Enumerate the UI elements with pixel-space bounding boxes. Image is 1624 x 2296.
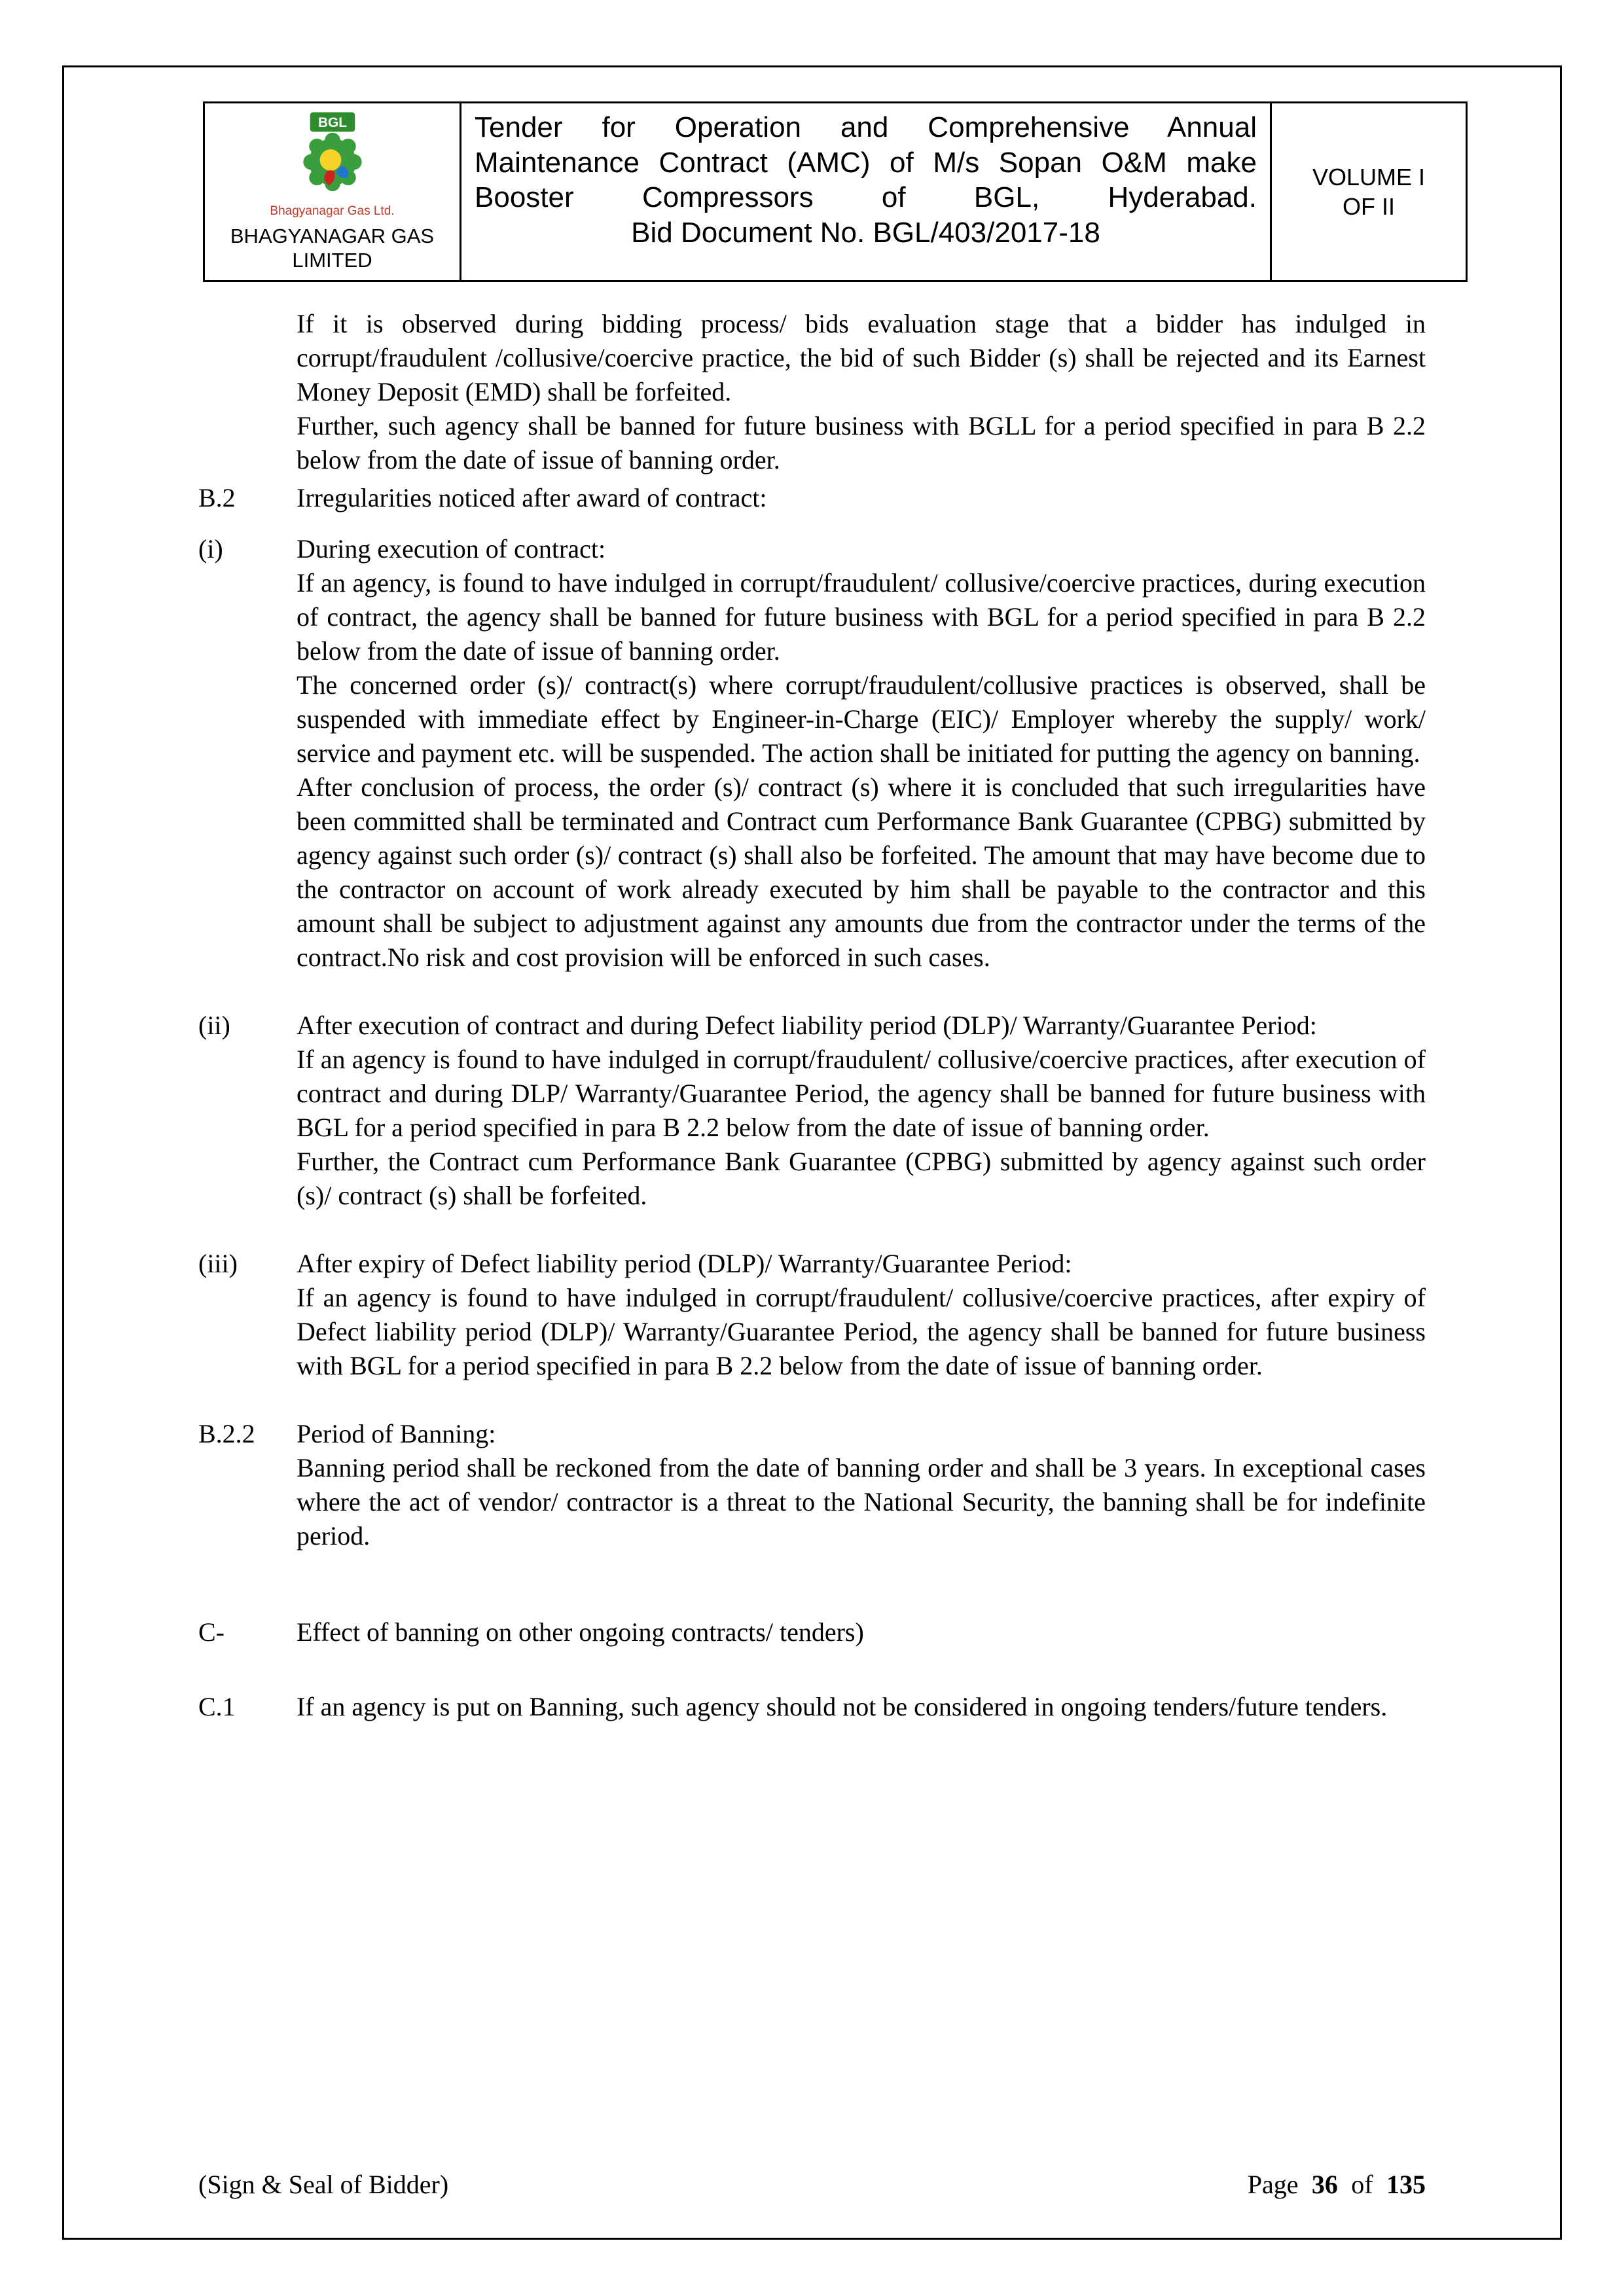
- page-number-indicator: [1248, 2169, 1426, 2200]
- paragraph: The concerned order (s)/ contract(s) where corrupt/fraudulent/collusive practices is observed, shall be suspended with immediate effect by Engineer-in-Charge (EIC)/ Employer whereby the supply/ work/ service and payment etc. will be suspended. The action shall be initiated for putting the agency on banning.: [297, 670, 1426, 768]
- of-label: of: [1351, 2170, 1373, 2199]
- org-name: [230, 224, 434, 272]
- org-name-line2: LIMITED: [292, 249, 372, 272]
- section-label: B.2: [198, 483, 236, 513]
- section-label: C.1: [198, 1692, 236, 1722]
- section-block-b2: [198, 481, 1426, 515]
- logo-flower: [303, 133, 361, 191]
- section-heading: Effect of banning on other ongoing contracts/ tenders): [297, 1617, 864, 1647]
- paragraph: Banning period shall be reckoned from the date of banning order and shall be 3 years. In exceptional cases where the act of vendor/ contractor is a threat to the National Security, the banning shall be for indefinite period.: [297, 1453, 1426, 1551]
- header-title-cell: [461, 103, 1272, 280]
- section-block-iii: [198, 1247, 1426, 1383]
- section-heading: Period of Banning:: [297, 1419, 496, 1449]
- section-heading: After expiry of Defect liability period (DLP)/ Warranty/Guarantee Period:: [297, 1249, 1072, 1279]
- section-heading: During execution of contract:: [297, 534, 606, 564]
- paragraph: If it is observed during bidding process/ bids evaluation stage that a bidder has indulged in corrupt/fraudulent /collusive/coercive practice, the bid of such Bidder (s) shall be rejected and its Earnest Money Deposit (EMD) shall be forfeited.: [297, 309, 1426, 407]
- logo-caption: Bhagyanagar Gas Ltd.: [270, 204, 395, 218]
- volume-line1: VOLUME I: [1312, 164, 1426, 191]
- section-block-intro: [198, 307, 1426, 477]
- document-header: [203, 101, 1468, 282]
- section-heading: After execution of contract and during Defect liability period (DLP)/ Warranty/Guarantee Period:: [297, 1011, 1317, 1041]
- logo-banner-text: BGL: [317, 115, 347, 130]
- total-pages: 135: [1386, 2170, 1426, 2199]
- section-block-ii: [198, 1009, 1426, 1213]
- section-label: (iii): [198, 1249, 238, 1279]
- volume-line2: OF II: [1343, 193, 1395, 221]
- section-label: B.2.2: [198, 1419, 255, 1449]
- bid-document-number: Bid Document No. BGL/403/2017-18: [631, 217, 1100, 249]
- page-border: [62, 65, 1562, 2240]
- section-block-c1: [198, 1690, 1426, 1724]
- paragraph: If an agency is put on Banning, such agency should not be considered in ongoing tenders/future tenders.: [297, 1692, 1388, 1722]
- section-label: C-: [198, 1617, 225, 1647]
- paragraph: If an agency, is found to have indulged in corrupt/fraudulent/ collusive/coercive practices, during execution of contract, the agency shall be banned for future business with BGL for a period specified in para B 2.2 below from the date of issue of banning order.: [297, 568, 1426, 666]
- section-block-c: [198, 1615, 1426, 1649]
- page-footer: [198, 2169, 1426, 2200]
- bgl-logo-icon: [283, 111, 382, 203]
- sign-seal-text: (Sign & Seal of Bidder): [198, 2170, 449, 2199]
- section-label: (ii): [198, 1011, 230, 1041]
- section-heading: Irregularities noticed after award of contract:: [297, 483, 767, 513]
- org-name-line1: BHAGYANAGAR GAS: [230, 224, 435, 247]
- header-volume-cell: [1272, 103, 1466, 280]
- section-block-b22: [198, 1417, 1426, 1553]
- tender-title: Tender for Operation and Comprehensive Annual Maintenance Contract (AMC) of M/s Sopan O&M make Booster Compressors of BGL, Hyderabad.: [475, 111, 1257, 214]
- header-logo-cell: [205, 103, 461, 280]
- section-block-i: [198, 532, 1426, 975]
- paragraph: Further, such agency shall be banned for future business with BGLL for a period specified in para B 2.2 below from the date of issue of banning order.: [297, 411, 1426, 475]
- section-label: [198, 307, 297, 477]
- paragraph: After conclusion of process, the order (s)/ contract (s) where it is concluded that such irregularities have been committed shall be terminated and Contract cum Performance Bank Guarantee (CPBG) submitted by agency against such order (s)/ contract (s) shall also be forfeited. The amount that may have become due to the contractor on account of work already executed by him shall be payable to the contractor and this amount shall be subject to adjustment against any amounts due from the contractor under the terms of the contract.No risk and cost provision will be enforced in such cases.: [297, 772, 1426, 973]
- page-number: 36: [1311, 2170, 1338, 2199]
- section-label: (i): [198, 534, 223, 564]
- page-label: Page: [1247, 2170, 1299, 2199]
- document-body: [64, 282, 1560, 2169]
- paragraph: If an agency is found to have indulged in corrupt/fraudulent/ collusive/coercive practices, after execution of contract and during DLP/ Warranty/Guarantee Period, the agency shall be banned for future business with BGL for a period specified in para B 2.2 below from the date of issue of banning order.: [297, 1045, 1426, 1143]
- paragraph: Further, the Contract cum Performance Bank Guarantee (CPBG) submitted by agency against such order (s)/ contract (s) shall be forfeited.: [297, 1147, 1426, 1211]
- paragraph: If an agency is found to have indulged in corrupt/fraudulent/ collusive/coercive practices, after expiry of Defect liability period (DLP)/ Warranty/Guarantee Period, the agency shall be banned for future business with BGL for a period specified in para B 2.2 below from the date of issue of banning order.: [297, 1283, 1426, 1381]
